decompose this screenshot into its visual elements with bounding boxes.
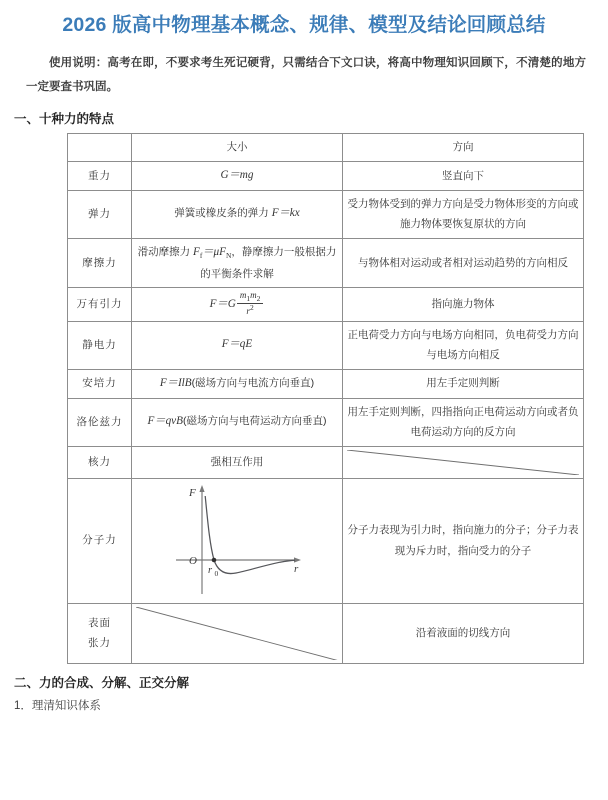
table-row xyxy=(68,398,584,446)
force-magnitude-lorentz xyxy=(132,398,343,446)
page-title: 2026 版高中物理基本概念、规律、模型及结论回顾总结 xyxy=(62,14,546,36)
force-magnitude-nuclear: 强相互作用 xyxy=(132,446,343,478)
section-two-item-one: 1．理清知识体系 xyxy=(14,700,101,713)
header-cell-name xyxy=(68,134,132,161)
svg-text:F: F xyxy=(189,486,196,499)
header-cell-direction: 方向 xyxy=(343,134,584,161)
force-magnitude-elastic xyxy=(132,190,343,238)
force-name-surface-tension: 表面 张力 xyxy=(68,603,132,664)
force-direction-nuclear-empty xyxy=(343,446,584,478)
force-direction-molecular: 分子力表现为引力时，指向施力的分子；分子力表现为斥力时，指向受力的分子 xyxy=(343,478,584,603)
force-magnitude-surface-tension-empty xyxy=(132,603,343,664)
svg-text:O: O xyxy=(189,554,197,567)
force-name-electrostatic: 静电力 xyxy=(68,321,132,369)
formula-gravity: G＝mg xyxy=(220,168,254,181)
ten-forces-table xyxy=(67,133,584,664)
force-direction-lorentz: 用左手定则判断，四指指向正电荷运动方向或者负电荷运动方向的反方向 xyxy=(343,398,584,446)
table-row xyxy=(68,321,584,369)
force-magnitude-electrostatic xyxy=(132,321,343,369)
usage-note: 使用说明：高考在即，不要求考生死记硬背，只需结合下文口诀，将高中物理知识回顾下，不清楚的地方一定要查书巩固。 xyxy=(26,57,586,93)
force-name-nuclear: 核力 xyxy=(68,446,132,478)
force-direction-elastic: 受力物体受到的弹力方向是受力物体形变的方向或施力物体要恢复原状的方向 xyxy=(343,190,584,238)
header-cell-magnitude: 大小 xyxy=(132,134,343,161)
force-name-molecular: 分子力 xyxy=(68,478,132,603)
formula-electrostatic: F＝qE xyxy=(221,338,253,351)
table-row xyxy=(68,478,584,603)
formula-gravitation: F＝G $\frac{m_1m_2}{r^2}$ xyxy=(210,298,265,310)
force-name-elastic: 弹力 xyxy=(68,190,132,238)
formula-friction: 滑动摩擦力 $F_f=\mu F_N$，静摩擦力一般根据力的平衡条件求解 xyxy=(137,245,337,280)
force-name-lorentz: 洛伦兹力 xyxy=(68,398,132,446)
force-magnitude-ampere xyxy=(132,369,343,398)
table-row xyxy=(68,288,584,322)
svg-text:0: 0 xyxy=(214,568,219,578)
diagonal-slash-icon xyxy=(136,607,338,661)
force-direction-electrostatic: 正电荷受力方向与电场方向相同，负电荷受力方向与电场方向相反 xyxy=(343,321,584,369)
section-heading-one: 一、十种力的特点 xyxy=(14,112,115,127)
table-row xyxy=(68,369,584,398)
svg-text:r: r xyxy=(294,562,299,575)
formula-ampere: F＝IlB(磁场方向与电流方向垂直) xyxy=(159,376,315,389)
formula-lorentz: F＝qvB(磁场方向与电荷运动方向垂直) xyxy=(147,415,327,428)
formula-elastic: 弹簧或橡皮条的弹力 F＝kx xyxy=(174,207,300,220)
diagonal-slash-icon xyxy=(347,450,579,475)
section-heading-two: 二、力的合成、分解、正交分解 xyxy=(14,676,190,691)
force-direction-surface-tension: 沿着液面的切线方向 xyxy=(343,603,584,664)
force-magnitude-friction xyxy=(132,238,343,287)
table-row xyxy=(68,190,584,238)
force-direction-friction: 与物体相对运动或者相对运动趋势的方向相反 xyxy=(343,238,584,287)
force-name-friction: 摩擦力 xyxy=(68,238,132,287)
table-row xyxy=(68,238,584,287)
force-name-ampere: 安培力 xyxy=(68,369,132,398)
force-direction-ampere: 用左手定则判断 xyxy=(343,369,584,398)
molecular-force-curve-chart xyxy=(162,482,312,600)
force-magnitude-gravitation xyxy=(132,288,343,322)
force-magnitude-molecular-graph xyxy=(132,478,343,603)
table-row xyxy=(68,446,584,478)
table-row xyxy=(68,161,584,190)
svg-text:r: r xyxy=(208,564,213,576)
force-direction-gravity: 竖直向下 xyxy=(343,161,584,190)
force-name-gravitation: 万有引力 xyxy=(68,288,132,322)
forces-table-wrapper xyxy=(0,133,608,664)
force-name-gravity: 重力 xyxy=(68,161,132,190)
force-magnitude-gravity xyxy=(132,161,343,190)
table-header-row xyxy=(68,134,584,161)
table-row xyxy=(68,603,584,664)
force-direction-gravitation: 指向施力物体 xyxy=(343,288,584,322)
